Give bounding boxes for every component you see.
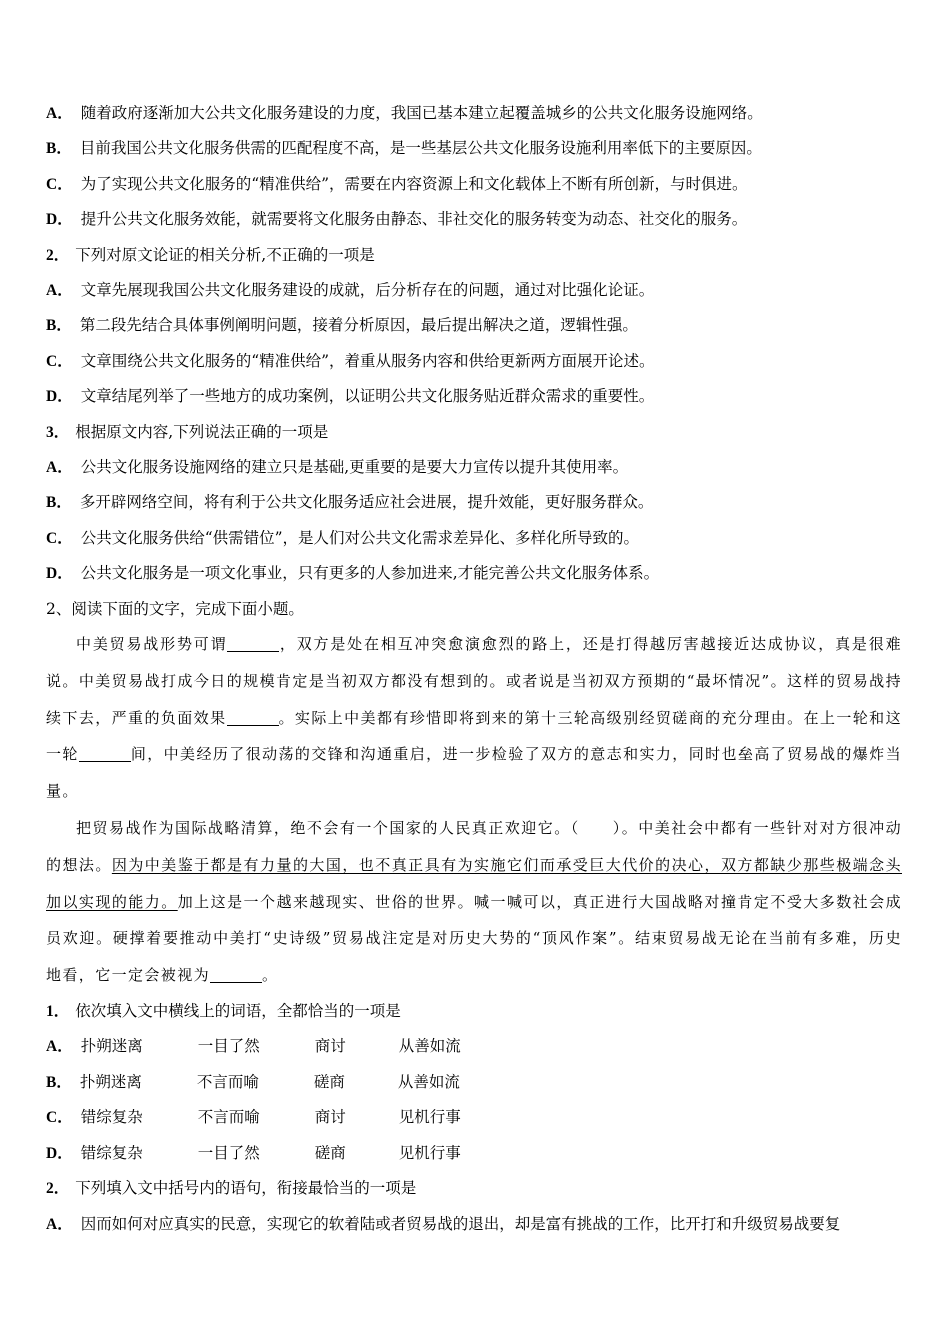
choice-word: 扑朔迷离 — [79, 1072, 142, 1091]
passage-text: 中美贸易战形势可谓 — [76, 635, 228, 654]
passage-text: 加上这是一个越来越现实、世俗的世界。喊一喊可以，真正进行大国战略对撞肯定不受大多数社会成员欢迎。硬撑着要推动中美打“史诗级”贸易战注定是对历史大势的“顶风作案”。结束贸易战无论在当前有多难，历史地看，它一定会被视为 — [46, 892, 902, 985]
section-heading: 2、阅读下面的文字，完成下面小题。 — [46, 599, 304, 618]
question-number: 3． — [46, 423, 70, 441]
q2-option-c — [46, 344, 902, 379]
q3-option-a — [46, 450, 902, 485]
q1-option-c — [46, 167, 902, 202]
q3-option-d — [46, 556, 902, 591]
option-label: B． — [46, 1073, 72, 1091]
option-text: 公共文化服务是一项文化事业，只有更多的人参加进来,才能完善公共文化服务体系。 — [80, 564, 660, 583]
q2-stem — [46, 238, 902, 273]
option-label: A． — [46, 1215, 73, 1233]
passage-paragraph-1 — [46, 626, 902, 810]
q1-option-d — [46, 202, 902, 237]
s2q1-option-d — [46, 1136, 902, 1171]
q2-option-a — [46, 273, 902, 308]
choice-word: 商讨 — [314, 1108, 346, 1127]
q2-option-d — [46, 379, 902, 414]
s2q2-option-a — [46, 1207, 902, 1242]
option-text: 目前我国公共文化服务供需的匹配程度不高，是一些基层公共文化服务设施利用率低下的主要原因。 — [79, 139, 762, 158]
choice-word: 商讨 — [314, 1037, 346, 1056]
question-number: 2． — [46, 246, 70, 264]
option-text: 因而如何对应真实的民意，实现它的软着陆或者贸易战的退出，却是富有挑战的工作，比开打和升级贸易战要复 — [80, 1214, 841, 1233]
choice-word: 错综复杂 — [80, 1143, 143, 1162]
option-label: C． — [46, 1109, 73, 1127]
passage-paragraph-2 — [46, 810, 902, 994]
passage-text: 把贸易战作为国际战略清算，绝不会有一个国家的人民真正欢迎它。（ ）。中美社会中都有一些针对对方很冲动的想法。 — [46, 819, 902, 874]
q3-option-c — [46, 521, 902, 556]
passage-text: ，双方是处在相互冲突愈演愈烈的路上，还是打得越厉害越接近达成协议，真是很难说。中美贸易战打成今日的规模肯定是当初双方都没有想到的。或者说是当初双方预期的“最坏情况”。这样的贸易战持续下去，严重的负面效果 — [46, 635, 902, 727]
choice-word: 一目了然 — [197, 1143, 260, 1162]
fill-blank — [227, 636, 279, 652]
s2q1-stem — [46, 994, 902, 1029]
passage-text: 。实际上中美都有珍惜即将到来的第十三轮高级别经贸磋商的充分理由。在上一轮和这一轮 — [46, 708, 902, 764]
s2q1-option-c — [46, 1100, 902, 1135]
choice-word: 见机行事 — [398, 1143, 461, 1162]
option-label: D． — [46, 565, 73, 583]
question-text: 下列填入文中括号内的语句，衔接最恰当的一项是 — [75, 1179, 417, 1198]
passage-text: 间，中美经历了很动荡的交锋和沟通重启，进一步检验了双方的意志和实力，同时也垒高了贸易战的爆炸当量。 — [46, 745, 902, 801]
option-label: B． — [46, 140, 72, 158]
choice-word: 磋商 — [313, 1072, 345, 1091]
fill-blank — [210, 967, 262, 983]
question-number: 1． — [46, 1003, 70, 1021]
s2q2-stem — [46, 1171, 902, 1206]
question-number: 2． — [46, 1180, 70, 1198]
passage-text: 。 — [262, 966, 279, 985]
option-text: 公共文化服务供给“供需错位”，是人们对公共文化需求差异化、多样化所导致的。 — [80, 528, 640, 547]
choice-word: 扑朔迷离 — [80, 1037, 143, 1056]
choice-word: 磋商 — [314, 1143, 346, 1162]
s2q1-option-b — [46, 1065, 902, 1100]
fill-blank — [227, 710, 279, 726]
option-text: 为了实现公共文化服务的“精准供给”，需要在内容资源上和文化载体上不断有所创新，与时俱进。 — [80, 174, 748, 193]
choice-word: 不言而喻 — [197, 1108, 260, 1127]
option-text: 文章围绕公共文化服务的“精准供给”，着重从服务内容和供给更新两方面展开论述。 — [80, 351, 655, 370]
exam-page — [46, 96, 902, 1242]
choice-word: 错综复杂 — [80, 1108, 143, 1127]
option-label: C． — [46, 352, 73, 370]
choice-word: 见机行事 — [398, 1108, 461, 1127]
option-label: C． — [46, 529, 73, 547]
option-text: 文章先展现我国公共文化服务建设的成就，后分析存在的问题，通过对比强化论证。 — [80, 281, 655, 300]
option-text: 公共文化服务设施网络的建立只是基础,更重要的是要大力宣传以提升其使用率。 — [80, 458, 629, 477]
choice-word: 不言而喻 — [196, 1072, 259, 1091]
option-label: C． — [46, 175, 73, 193]
question-text: 依次填入文中横线上的词语，全都恰当的一项是 — [75, 1002, 401, 1021]
option-label: D． — [46, 388, 73, 406]
question-text: 下列对原文论证的相关分析,不正确的一项是 — [75, 245, 375, 264]
reading-passage — [46, 626, 902, 994]
option-text: 第二段先结合具体事例阐明问题，接着分析原因，最后提出解决之道，逻辑性强。 — [79, 316, 638, 335]
option-label: A． — [46, 459, 73, 477]
q1-option-a — [46, 96, 902, 131]
option-label: A． — [46, 1038, 73, 1056]
q3-option-b — [46, 485, 902, 520]
q3-stem — [46, 415, 902, 450]
fill-blank — [79, 746, 131, 762]
question-text: 根据原文内容,下列说法正确的一项是 — [75, 422, 329, 441]
q1-option-b — [46, 131, 902, 166]
choice-word: 一目了然 — [197, 1037, 260, 1056]
option-text: 多开辟网络空间，将有利于公共文化服务适应社会进展，提升效能，更好服务群众。 — [79, 493, 654, 512]
option-label: D． — [46, 1144, 73, 1162]
option-label: B． — [46, 317, 72, 335]
option-text: 文章结尾列举了一些地方的成功案例，以证明公共文化服务贴近群众需求的重要性。 — [80, 387, 655, 406]
option-label: B． — [46, 494, 72, 512]
q2-option-b — [46, 308, 902, 343]
underlined-sentence: 因为中美鉴于都是有力量的大国，也不真正具有为实施它们而承受巨大代价的决心，双方都缺少那些极端念头加以实现的能力。 — [46, 855, 902, 911]
option-label: A． — [46, 105, 73, 122]
choice-word: 从善如流 — [397, 1072, 460, 1091]
option-label: D． — [46, 211, 73, 229]
choice-word: 从善如流 — [398, 1037, 461, 1056]
option-text: 随着政府逐渐加大公共文化服务建设的力度，我国已基本建立起覆盖城乡的公共文化服务设施网络。 — [80, 104, 763, 122]
option-label: A． — [46, 282, 73, 300]
s2q1-option-a — [46, 1029, 902, 1064]
option-text: 提升公共文化服务效能，就需要将文化服务由静态、非社交化的服务转变为动态、社交化的服务。 — [80, 210, 748, 229]
